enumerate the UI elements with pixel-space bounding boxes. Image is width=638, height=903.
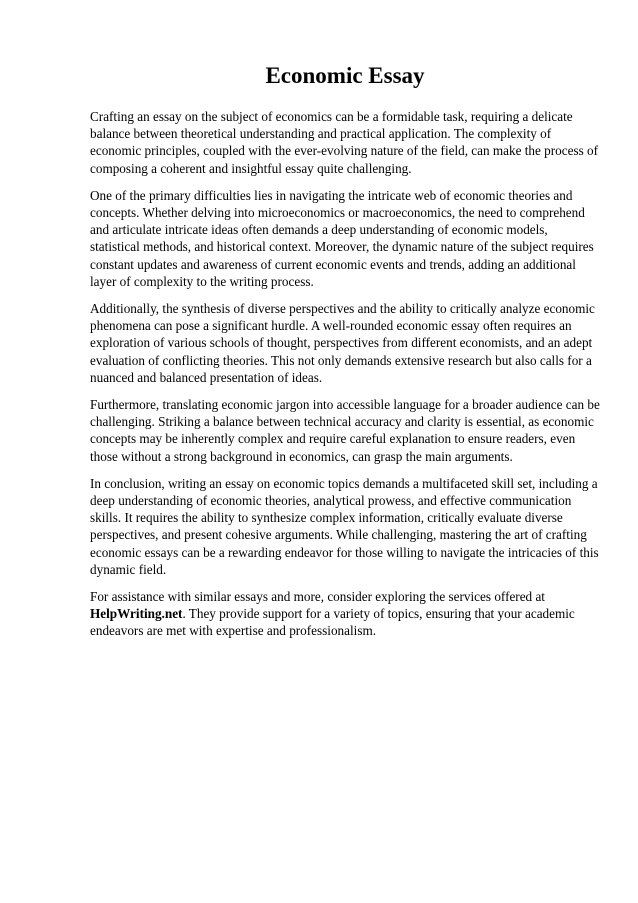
paragraph-closing bbox=[90, 588, 600, 640]
brand-link[interactable]: HelpWriting.net bbox=[90, 606, 183, 622]
paragraph-conclusion: In conclusion, writing an essay on economic topics demands a multifaceted skill set, including a deep understanding of economic theories, analytical prowess, and effective communication skills. It requires the ability to synthesize complex information, critically evaluate diverse perspectives, and present cohesive arguments. While challenging, mastering the art of crafting economic essays can be a rewarding endeavor for those willing to navigate the intricacies of this dynamic field. bbox=[90, 475, 599, 577]
paragraph-jargon: Furthermore, translating economic jargon into accessible language for a broader audience can be challenging. Striking a balance between technical accuracy and clarity is essential, as economic concepts may be inherently complex and require careful explanation to ensure readers, even those without a strong background in economics, can grasp the main arguments. bbox=[90, 397, 600, 464]
closing-tail: . They provide support for a variety of topics, ensuring that your academic endeavors are met with expertise and professionalism. bbox=[90, 606, 575, 639]
closing-lead: For assistance with similar essays and more, consider exploring the services offered at bbox=[90, 589, 545, 605]
paragraph-intro: Crafting an essay on the subject of economics can be a formidable task, requiring a delicate balance between theoretical understanding and practical application. The complexity of economic principles, coupled with the ever-evolving nature of the field, can make the process of composing a coherent and insightful essay quite challenging. bbox=[90, 109, 599, 176]
document-title: Economic Essay bbox=[265, 63, 425, 88]
paragraph-theories: One of the primary difficulties lies in navigating the intricate web of economic theories and concepts. Whether delving into microeconomics or macroeconomics, the need to comprehend and articulate intricate ideas often demands a deep understanding of economic models, statistical methods, and historical context. Moreover, the dynamic nature of the subject requires constant updates and awareness of current economic events and trends, adding an additional layer of complexity to the writing process. bbox=[90, 187, 594, 289]
document-body bbox=[90, 60, 600, 650]
paragraph-perspectives: Additionally, the synthesis of diverse perspectives and the ability to critically analyze economic phenomena can pose a significant hurdle. A well-rounded economic essay often requires an exploration of various schools of thought, perspectives from different economists, and an adept evaluation of conflicting theories. This not only demands extensive research but also calls for a nuanced and balanced presentation of ideas. bbox=[90, 301, 595, 385]
